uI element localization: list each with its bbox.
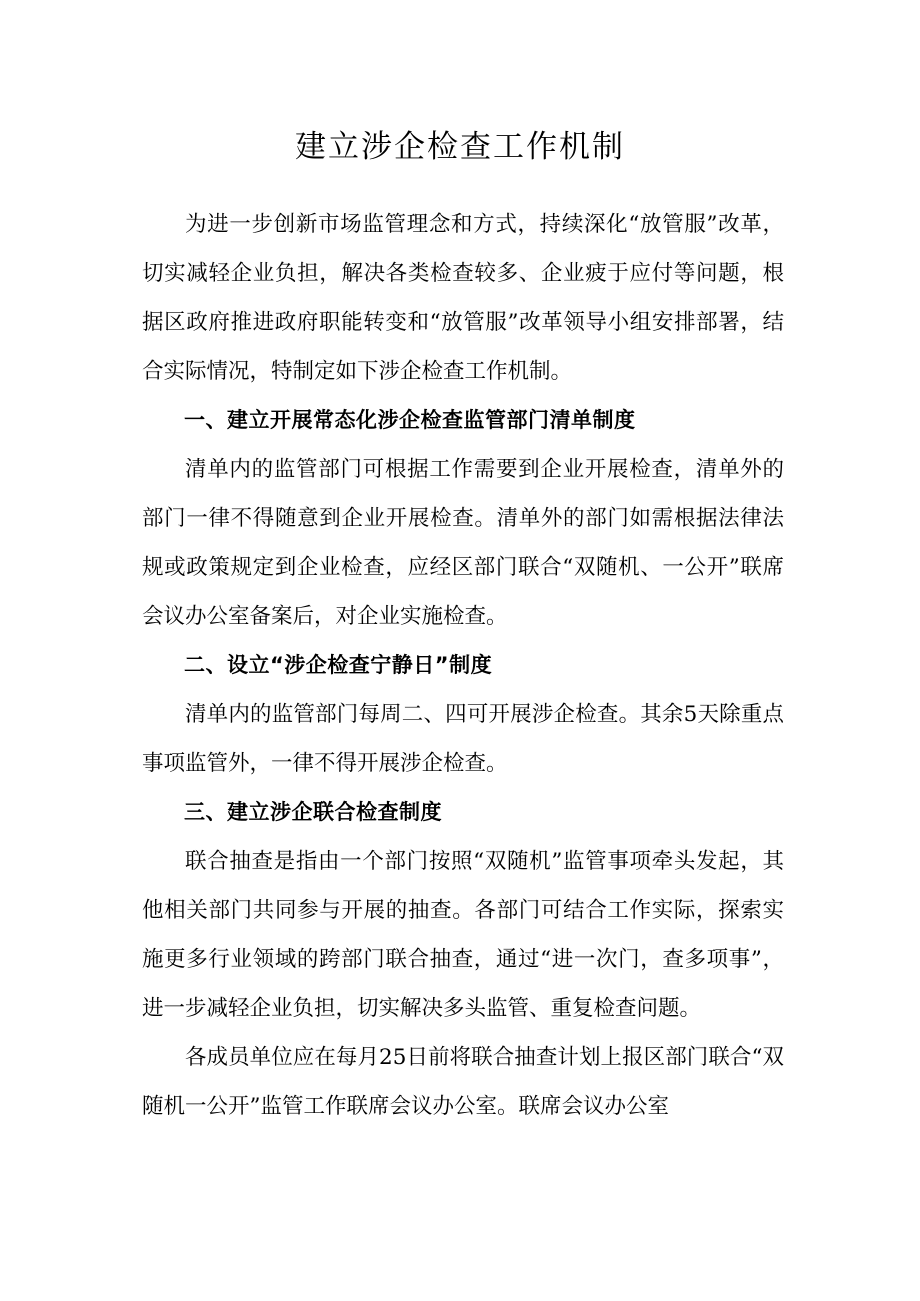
section-1-heading: 一、建立开展常态化涉企检查监管部门清单制度 bbox=[184, 408, 636, 432]
section-1-paragraph: 清单内的监管部门可根据工作需要到企业开展检查，清单外的部门一律不得随意到企业开展检查。清单外的部门如需根据法律法规或政策规定到企业检查，应经区部门联合“双随机、一公开”联席会议办公室备案后，对企业实施检查。 bbox=[142, 457, 784, 629]
document-title: 建立涉企检查工作机制 bbox=[295, 129, 625, 165]
section-3-paragraph-1: 联合抽查是指由一个部门按照“双随机”监管事项牵头发起，其他相关部门共同参与开展的抽查。各部门可结合工作实际，探索实施更多行业领域的跨部门联合抽查，通过“进一次门，查多项事”，进一步减轻企业负担，切实解决多头监管、重复检查问题。 bbox=[142, 849, 784, 1021]
section-2-heading: 二、设立“涉企检查宁静日”制度 bbox=[184, 653, 493, 677]
section-3-paragraph-2: 各成员单位应在每月25日前将联合抽查计划上报区部门联合“双随机一公开”监管工作联席会议办公室。联席会议办公室 bbox=[142, 1045, 784, 1119]
document-body bbox=[142, 200, 784, 1131]
section-2-paragraph: 清单内的监管部门每周二、四可开展涉企检查。其余5天除重点事项监管外，一律不得开展涉企检查。 bbox=[142, 702, 784, 776]
intro-paragraph: 为进一步创新市场监管理念和方式，持续深化“放管服”改革，切实减轻企业负担，解决各类检查较多、企业疲于应付等问题，根据区政府推进政府职能转变和“放管服”改革领导小组安排部署，结合实际情况，特制定如下涉企检查工作机制。 bbox=[142, 212, 784, 384]
section-3-heading: 三、建立涉企联合检查制度 bbox=[184, 800, 442, 824]
